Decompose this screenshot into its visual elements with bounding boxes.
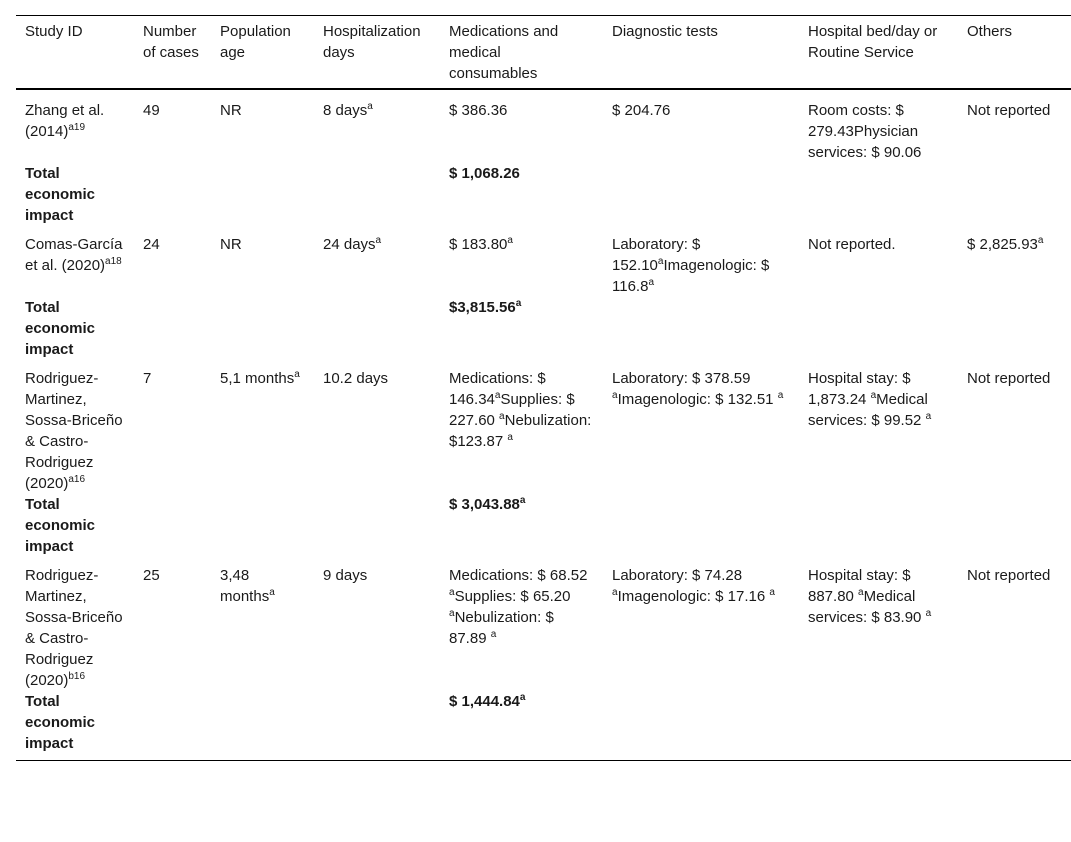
hospitalization-days-sup: a [375, 235, 382, 246]
others-value: Not reported [967, 102, 1051, 119]
header-others: Others [967, 23, 1013, 40]
diagnostic-cell [603, 360, 799, 494]
others-value: Not reported [967, 567, 1051, 584]
empty-cell [799, 163, 958, 226]
medication-item-sup: a [494, 390, 501, 401]
hospital-bed-item: Physician services: $ 90.06 [808, 123, 922, 161]
diagnostic-item: Imagenologic: $ 132.51 [617, 391, 778, 408]
hospital-bed-item: Hospital stay: $ 1,873.24 [808, 370, 911, 408]
cases-cell: 25 [143, 567, 160, 584]
medication-item: $ 386.36 [449, 102, 508, 119]
population-age: NR [220, 102, 242, 119]
total-amount-sup: a [519, 495, 526, 506]
diagnostic-item: Laboratory: $ 378.59 [612, 370, 751, 387]
total-value [440, 297, 603, 360]
total-amount: $3,815.56 [449, 299, 516, 316]
study-id-sup: a19 [68, 122, 86, 133]
diagnostic-item: Imagenologic: $ 17.16 [617, 588, 770, 605]
diagnostic-item-sup: a [657, 256, 664, 267]
study-id: Rodriguez-Martinez, Sossa-Briceño & Castro-Rodriguez (2020) [25, 567, 123, 689]
empty-cell [958, 297, 1071, 360]
medications-cell [440, 557, 603, 691]
medication-item-sup: a [507, 235, 513, 246]
table-row [16, 89, 1071, 163]
empty-cell [958, 494, 1071, 557]
empty-cell [134, 297, 211, 360]
empty-cell [314, 494, 440, 557]
medication-item-sup: a [449, 587, 455, 598]
empty-cell [211, 163, 314, 226]
total-label: Total economic impact [25, 299, 96, 358]
hospitalization-days-sup: a [367, 101, 373, 112]
others-value: Not reported [967, 370, 1051, 387]
hospitalization-days: 9 days [323, 567, 368, 584]
medication-item-sup: a [490, 629, 497, 640]
total-amount: $ 1,068.26 [449, 165, 520, 182]
empty-cell [211, 494, 314, 557]
hospital-bed-item: Medical services: $ 99.52 [808, 391, 928, 429]
medication-item: Nebulization: $ 87.89 [449, 609, 554, 647]
age-cell [211, 226, 314, 297]
medication-item-sup: a [449, 608, 455, 619]
medication-item: Nebulization: $123.87 [449, 412, 592, 450]
diagnostic-item-sup: a [612, 390, 618, 401]
total-row [16, 494, 1071, 557]
hospital-bed-item-sup: a [925, 411, 932, 422]
hospitalization-days: 8 days [323, 102, 368, 119]
others-cell [958, 360, 1071, 494]
study-id-cell [16, 360, 134, 494]
medications-cell [440, 360, 603, 494]
medication-item: Medications: $ 68.52 [449, 567, 588, 584]
age-cell [211, 557, 314, 691]
others-value: $ 2,825.93 [967, 236, 1038, 253]
hospital-bed-item-sup: a [870, 390, 877, 401]
total-row [16, 691, 1071, 761]
diagnostic-item-sup: a [612, 587, 618, 598]
medication-item: $ 183.80 [449, 236, 508, 253]
diagnostic-item-sup: a [777, 390, 784, 401]
days-cell [314, 89, 440, 163]
hospital-bed-item-sup: a [858, 587, 864, 598]
diagnostic-cell [603, 89, 799, 163]
study-id-sup: a18 [105, 256, 122, 267]
empty-cell [211, 691, 314, 761]
diagnostic-item-sup: a [769, 587, 775, 598]
study-id-cell [16, 226, 134, 297]
total-label: Total economic impact [25, 693, 96, 752]
table-row [16, 557, 1071, 691]
medications-cell [440, 226, 603, 297]
hospitalization-days: 10.2 days [323, 370, 389, 387]
total-value [440, 494, 603, 557]
header-hospitalization-days: Hospitalization days [323, 23, 421, 61]
table-row [16, 226, 1071, 297]
header-diagnostic-tests: Diagnostic tests [612, 23, 718, 40]
total-amount-sup: a [519, 692, 526, 703]
hospital-bed-cell [799, 557, 958, 691]
header-hospital-bed: Hospital bed/day or Routine Service [808, 23, 938, 61]
empty-cell [603, 297, 799, 360]
diagnostic-cell [603, 226, 799, 297]
diagnostic-item: $ 204.76 [612, 102, 671, 119]
study-id: Rodriguez-Martinez, Sossa-Briceño & Castro-Rodriguez (2020) [25, 370, 123, 492]
hospital-bed-cell [799, 89, 958, 163]
cases-cell: 7 [143, 370, 152, 387]
empty-cell [799, 297, 958, 360]
others-cell [958, 89, 1071, 163]
medications-cell [440, 89, 603, 163]
study-id-cell [16, 557, 134, 691]
empty-cell [134, 494, 211, 557]
hospital-bed-item-sup: a [925, 608, 932, 619]
population-age-sup: a [294, 369, 300, 380]
study-id: Comas-García et al. (2020) [25, 236, 123, 274]
diagnostic-item: Imagenologic: $ 116.8 [612, 257, 770, 295]
table-row [16, 360, 1071, 494]
population-age: NR [220, 236, 242, 253]
medication-item: Medications: $ 146.34 [449, 370, 546, 408]
study-id: Zhang et al. (2014) [25, 102, 105, 140]
hospital-bed-item: Medical services: $ 83.90 [808, 588, 926, 626]
others-cell [958, 226, 1071, 297]
cases-cell: 49 [143, 102, 160, 119]
population-age-sup: a [269, 587, 275, 598]
empty-cell [314, 297, 440, 360]
diagnostic-cell [603, 557, 799, 691]
empty-cell [958, 163, 1071, 226]
empty-cell [134, 163, 211, 226]
total-amount: $ 1,444.84 [449, 693, 520, 710]
empty-cell [958, 691, 1071, 761]
population-age: 5,1 months [220, 370, 295, 387]
hospital-bed-cell [799, 226, 958, 297]
empty-cell [799, 691, 958, 761]
header-number-of-cases: Number of cases [143, 23, 199, 61]
header-population-age: Population age [220, 23, 291, 61]
total-row [16, 163, 1071, 226]
hospital-bed-cell [799, 360, 958, 494]
header-medications: Medications and medical consumables [449, 23, 559, 82]
population-age: 3,48 months [220, 567, 270, 605]
hospital-bed-item: Hospital stay: $ 887.80 [808, 567, 911, 605]
age-cell [211, 89, 314, 163]
empty-cell [134, 691, 211, 761]
medication-item-sup: a [507, 432, 513, 443]
total-row [16, 297, 1071, 360]
diagnostic-item: Laboratory: $ 74.28 [612, 567, 743, 584]
total-value [440, 691, 603, 761]
hospital-bed-item: Room costs: $ 279.43 [808, 102, 904, 140]
others-cell [958, 557, 1071, 691]
empty-cell [603, 494, 799, 557]
total-label: Total economic impact [25, 496, 96, 555]
medication-item: Supplies: $ 65.20 [454, 588, 571, 605]
hospitalization-days: 24 days [323, 236, 376, 253]
study-id-cell [16, 89, 134, 163]
medication-item: Supplies: $ 227.60 [449, 391, 575, 429]
total-label: Total economic impact [25, 165, 96, 224]
diagnostic-item: Laboratory: $ 152.10 [612, 236, 701, 274]
study-id-sup: b16 [68, 671, 86, 682]
medication-item-sup: a [499, 411, 505, 422]
empty-cell [603, 691, 799, 761]
age-cell [211, 360, 314, 494]
cases-cell: 24 [143, 236, 160, 253]
header-study-id: Study ID [25, 23, 83, 40]
header-row [16, 16, 1071, 90]
empty-cell [799, 494, 958, 557]
days-cell [314, 360, 440, 494]
study-id-sup: a16 [68, 474, 86, 485]
total-amount: $ 3,043.88 [449, 496, 520, 513]
cost-table [16, 15, 1071, 761]
others-value-sup: a [1037, 235, 1044, 246]
days-cell [314, 557, 440, 691]
empty-cell [211, 297, 314, 360]
empty-cell [314, 163, 440, 226]
hospital-bed-item: Not reported. [808, 236, 896, 253]
total-amount-sup: a [515, 298, 522, 309]
diagnostic-item-sup: a [648, 277, 654, 288]
empty-cell [314, 691, 440, 761]
days-cell [314, 226, 440, 297]
empty-cell [603, 163, 799, 226]
total-value [440, 163, 603, 226]
